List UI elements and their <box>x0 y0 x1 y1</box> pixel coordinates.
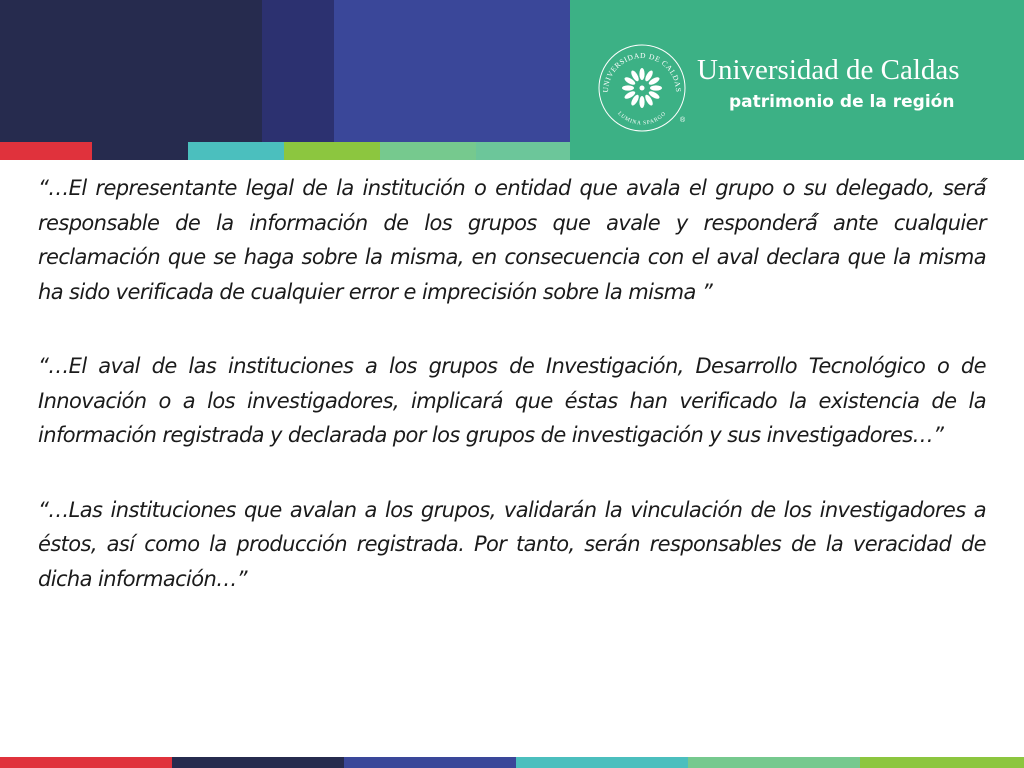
header-dark-blue-block <box>262 0 334 142</box>
university-seal-logo <box>596 42 688 134</box>
slide-header <box>0 0 1024 160</box>
header-navy-block <box>0 0 262 142</box>
header-indigo-block <box>334 0 570 142</box>
university-tagline: patrimonio de la región <box>729 92 955 112</box>
quote-paragraph: “…El aval de las instituciones a los grupos de Investigación, Desarrollo Tecnológico o de Innovación o a los investigadores, implicará que éstas han verificado la existencia de la información registrada y declarada por los grupos de investigación y sus investigadores…” <box>38 354 986 447</box>
university-name: Universidad de Caldas <box>697 54 960 86</box>
header-strip-red <box>0 142 92 160</box>
header-strip-lime <box>284 142 380 160</box>
registered-mark: ® <box>680 117 686 124</box>
header-strip-mint <box>380 142 476 160</box>
footer-segment-lime <box>860 757 1024 768</box>
footer-segment-teal <box>516 757 688 768</box>
quotes-body <box>38 171 986 596</box>
logo-motto: LUMINA SPARGO <box>616 110 668 127</box>
footer-segment-navy <box>172 757 344 768</box>
logo-ring-text: UNIVERSIDAD DE CALDAS <box>600 50 684 93</box>
header-strip-green <box>476 142 570 160</box>
svg-text:LUMINA SPARGO <box>616 111 667 127</box>
quote-paragraph: “…Las instituciones que avalan a los grupos, validarán la vinculación de los investigadores a éstos, así como la producción registrada. Por tanto, serán responsables de la veracidad de dicha información…” <box>38 497 986 591</box>
footer-segment-red <box>0 757 172 768</box>
header-strip-navy <box>92 142 188 160</box>
footer-color-bar <box>0 757 1024 768</box>
footer-segment-mint <box>688 757 860 768</box>
quote-paragraph: “…El representante legal de la institución o entidad que avala el grupo o su delegado, será́ responsable de la información de los grupos que avale y responderá́ ante cualquier reclamación que se haga sobre la misma, en consecuencia con el aval declara que la misma ha sido verificada de cualquier error e imprecisión sobre la misma ” <box>38 176 986 304</box>
footer-segment-indigo <box>344 757 516 768</box>
header-strip-teal <box>188 142 284 160</box>
